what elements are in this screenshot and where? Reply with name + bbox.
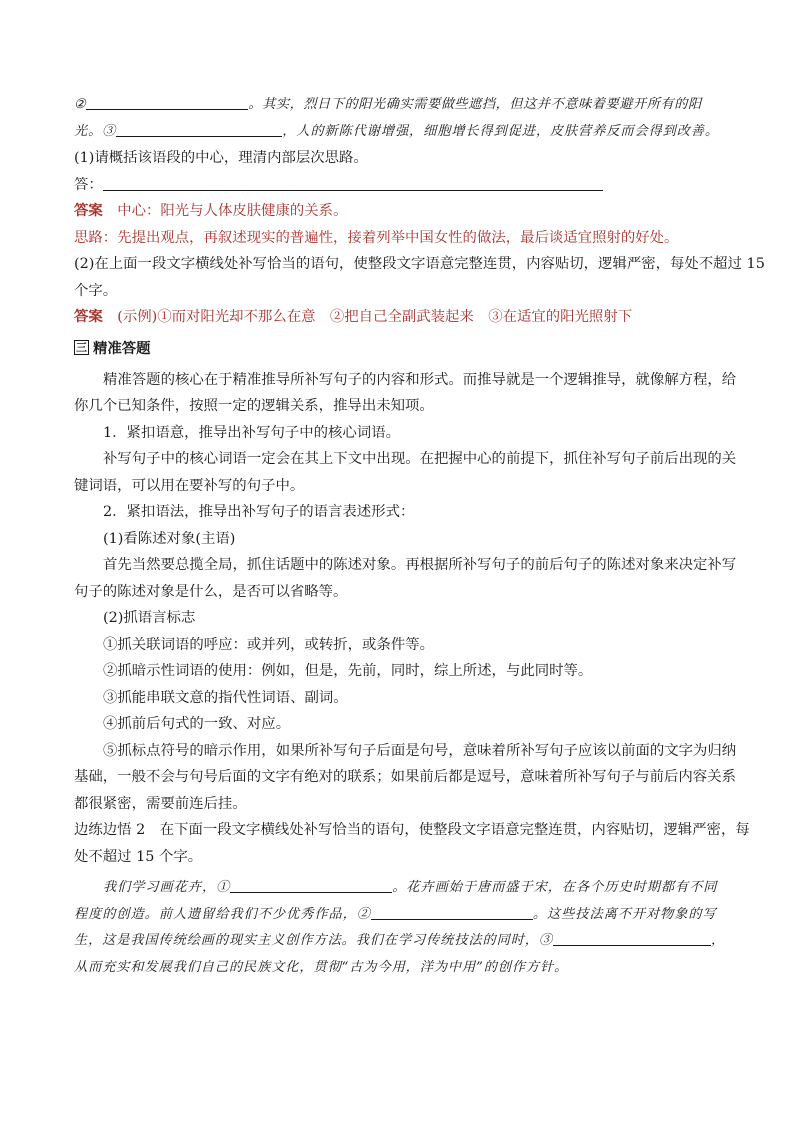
answer-blank-3[interactable]	[116, 121, 282, 137]
answer-blank[interactable]	[103, 175, 603, 191]
answer-1	[74, 198, 720, 225]
answer-2	[74, 304, 720, 331]
passage-marker-3: 光。③	[74, 123, 117, 139]
answer-blank-3[interactable]	[553, 930, 711, 946]
section-title: 精准答题	[93, 339, 151, 357]
answer-text: (示例)①而对阳光却不那么在意 ②把自己全副武装起来 ③在适宜的阳光照射下	[117, 309, 633, 325]
exercise-label: 边练边悟 2	[74, 822, 146, 838]
answer-line	[74, 172, 720, 199]
subheading-1: (1)看陈述对象(主语)	[103, 530, 236, 547]
passage-text: 。花卉画始于唐而盛于宋，在各个历史时期都有不同	[392, 880, 718, 895]
heading-1: 1．紧扣语意，推导出补写句子中的核心词语。	[103, 424, 400, 441]
exercise-passage-line-4: 从而充实和发展我们自己的民族文化，贯彻“古为今用，洋为中用”的创作方针。	[74, 959, 569, 975]
passage-marker-2: ②	[74, 97, 87, 112]
question-1-prompt: (1)请概括该语段的中心，理清内部层次思路。	[74, 150, 368, 166]
passage-text: 程度的创造。前人遗留给我们不少优秀作品，②	[74, 906, 371, 922]
question-2-prompt-line-2: 个字。	[74, 282, 118, 299]
exercise-passage-line-3	[74, 928, 726, 955]
passage-text: ，人的新陈代谢增强，细胞增长得到促进，皮肤营养反而会得到改善。	[282, 123, 719, 139]
exercise-passage-line-1	[74, 875, 720, 902]
route-text: 思路：先提出观点，再叙述现实的普遍性，接着列举中国女性的做法，最后谈适宜照射的好处。	[74, 229, 679, 246]
question-2-prompt-line-1: (2)在上面一段文字横线处补写恰当的语句，使整段文字语意完整连贯，内容贴切，逻辑严密，每处不超过 15	[74, 256, 765, 272]
paragraph-1-line-1: 精准答题的核心在于精准推导所补写句子的内容和形式。而推导就是一个逻辑推导，就像解方程，给	[103, 371, 737, 388]
exercise-prompt: 在下面一段文字横线处补写恰当的语句，使整段文字语意完整连贯，内容贴切，逻辑严密，每	[159, 822, 750, 838]
paragraph-3-line-2: 句子的陈述对象是什么，是否可以省略等。	[74, 583, 348, 600]
document-page	[74, 92, 765, 981]
paragraph-2-line-1: 补写句子中的核心词语一定会在其上下文中出现。在把握中心的前提下，抓住补写句子前后出现的关	[103, 451, 737, 467]
passage-text: 我们学习画花卉，①	[103, 880, 231, 895]
passage-text: 。其实，烈日下的阳光确实需要做些遮挡，但这并不意味着要避开所有的阳	[248, 97, 702, 112]
paragraph-3-line-1: 首先当然要总揽全局，抓住话题中的陈述对象。再根据所补写句子的前后句子的陈述对象来决定补写	[103, 557, 737, 573]
list-item-2: ②抓暗示性词语的使用：例如，但是，先前，同时，综上所述，与此同时等。	[103, 663, 593, 679]
section-number-icon: 三	[76, 340, 87, 354]
section-heading	[74, 337, 720, 358]
passage-text: 。这些技法离不开对物象的写	[532, 906, 717, 922]
passage-line-2	[74, 119, 720, 146]
passage-text: 生，这是我国传统绘画的现实主义创作方法。我们在学习传统技法的同时，③	[74, 933, 553, 948]
exercise-prompt-line-2: 处不超过 15 个字。	[74, 848, 203, 865]
exercise-passage-line-2	[74, 902, 720, 929]
answer-text: 中心：阳光与人体皮肤健康的关系。	[117, 203, 348, 219]
list-item-5-line-3: 都很紧密，需要前连后挂。	[74, 795, 247, 812]
subheading-2: (2)抓语言标志	[103, 610, 196, 626]
answer-blank-2[interactable]	[86, 94, 248, 110]
paragraph-2-line-2: 键词语，可以用在要补写的句子中。	[74, 477, 305, 494]
answer-blank-2[interactable]	[371, 904, 533, 920]
passage-line-1	[74, 92, 720, 119]
list-item-5-line-2: 基础，一般不会与句号后面的文字有绝对的联系；如果前后都是逗号，意味着所补写句子与前后内容关系	[74, 769, 736, 785]
answer-label: 答案	[74, 202, 103, 219]
passage-text: ，	[710, 933, 726, 948]
list-item-4: ④抓前后句式的一致、对应。	[103, 716, 291, 732]
list-item-1: ①抓关联词语的呼应：或并列，或转折，或条件等。	[103, 636, 434, 653]
answer-blank-1[interactable]	[230, 877, 392, 893]
paragraph-1-line-2: 你几个已知条件，按照一定的逻辑关系，推导出未知项。	[74, 398, 434, 414]
heading-2: 2．紧扣语法，推导出补写句子的语言表述形式：	[103, 504, 415, 520]
answer-label: 答案	[74, 308, 103, 325]
exercise-prompt-line-1	[74, 817, 750, 844]
list-item-5-line-1: ⑤抓标点符号的暗示作用，如果所补写句子后面是句号，意味着所补写句子应该以前面的文字为归纳	[103, 742, 737, 759]
list-item-3: ③抓能串联文意的指代性词语、副词。	[103, 689, 348, 706]
answer-prefix: 答：	[74, 176, 103, 193]
